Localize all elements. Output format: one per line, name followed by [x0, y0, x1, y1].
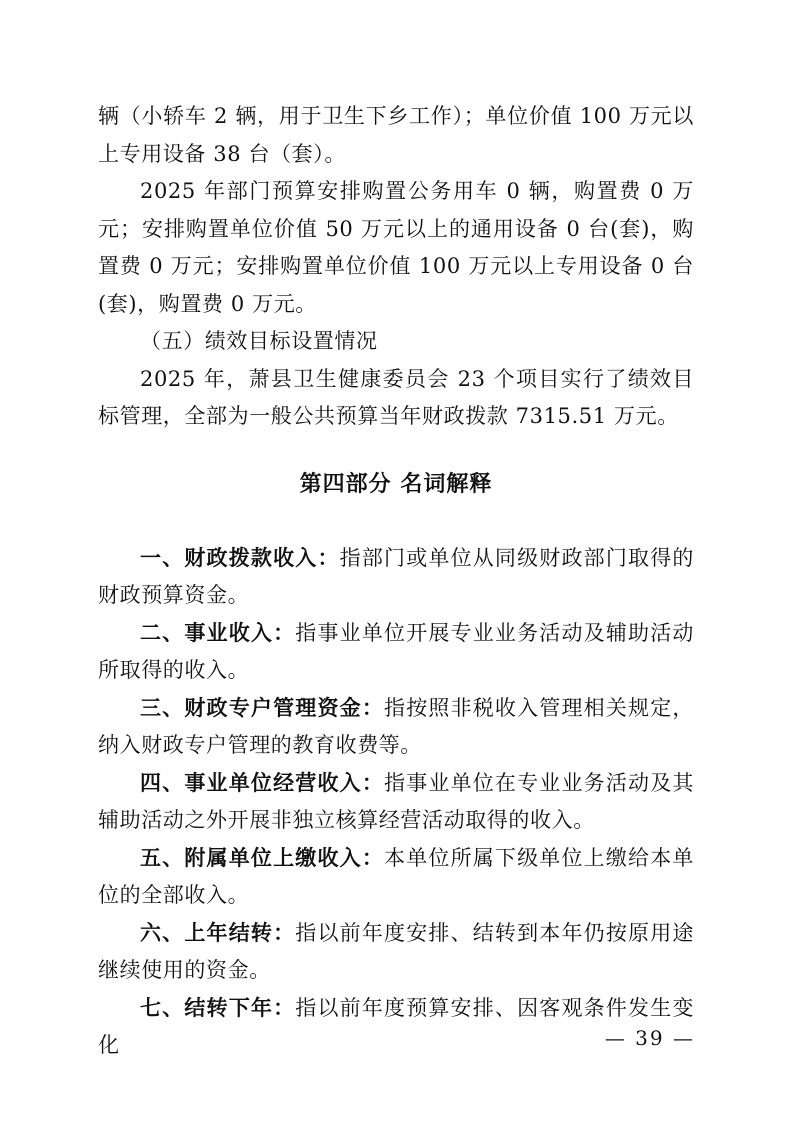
- definition-term: 四、事业单位经营收入：: [140, 770, 385, 795]
- definition-term: 六、上年结转：: [140, 920, 296, 945]
- definition-term: 二、事业收入：: [140, 620, 296, 645]
- subsection-heading-performance-goals: （五）绩效目标设置情况: [140, 329, 378, 353]
- definition-term: 七、结转下年：: [140, 995, 296, 1020]
- definition-text: 指部门或单位从同级财政部门取得的财政预算资金。: [98, 545, 694, 607]
- definition-term: 一、财政拨款收入：: [140, 545, 340, 570]
- paragraph-performance-goals: 2025 年，萧县卫生健康委员会 23 个项目实行了绩效目标管理，全部为一般公共预算当年财政拨款 7315.51 万元。: [98, 366, 694, 428]
- definition-text: 指事业单位开展专业业务活动及辅助活动所取得的收入。: [98, 620, 694, 682]
- definition-item: [98, 540, 694, 615]
- definition-text: 指以前年度预算安排、因客观条件发生变化: [98, 995, 694, 1057]
- paragraph-purchase-budget: 2025 年部门预算安排购置公务用车 0 辆，购置费 0 万元；安排购置单位价值 50 万元以上的通用设备 0 台(套)，购置费 0 万元；安排购置单位价值 100 万元以上专用设备 0 台(套)，购置费 0 万元。: [98, 179, 694, 316]
- page-content: [98, 98, 694, 1065]
- definition-term: 三、财政专户管理资金：: [140, 695, 385, 720]
- paragraph-vehicles-equipment: 辆（小轿车 2 辆，用于卫生下乡工作）；单位价值 100 万元以上专用设备 38 台（套）。: [98, 104, 694, 166]
- definition-item: [98, 690, 694, 765]
- page-number: — 39 —: [604, 1026, 695, 1050]
- definition-item: [98, 840, 694, 915]
- definition-text: 指以前年度安排、结转到本年仍按原用途继续使用的资金。: [98, 920, 694, 982]
- definition-term: 五、附属单位上缴收入：: [140, 845, 385, 870]
- definition-item: [98, 615, 694, 690]
- definition-text: 指按照非税收入管理相关规定，纳入财政专户管理的教育收费等。: [98, 695, 694, 757]
- section-title: 第四部分 名词解释: [299, 471, 493, 497]
- definition-item: [98, 765, 694, 840]
- definition-item: [98, 915, 694, 990]
- definition-text: 指事业单位在专业业务活动及其辅助活动之外开展非独立核算经营活动取得的收入。: [98, 770, 694, 832]
- definition-text: 本单位所属下级单位上缴给本单位的全部收入。: [98, 845, 694, 907]
